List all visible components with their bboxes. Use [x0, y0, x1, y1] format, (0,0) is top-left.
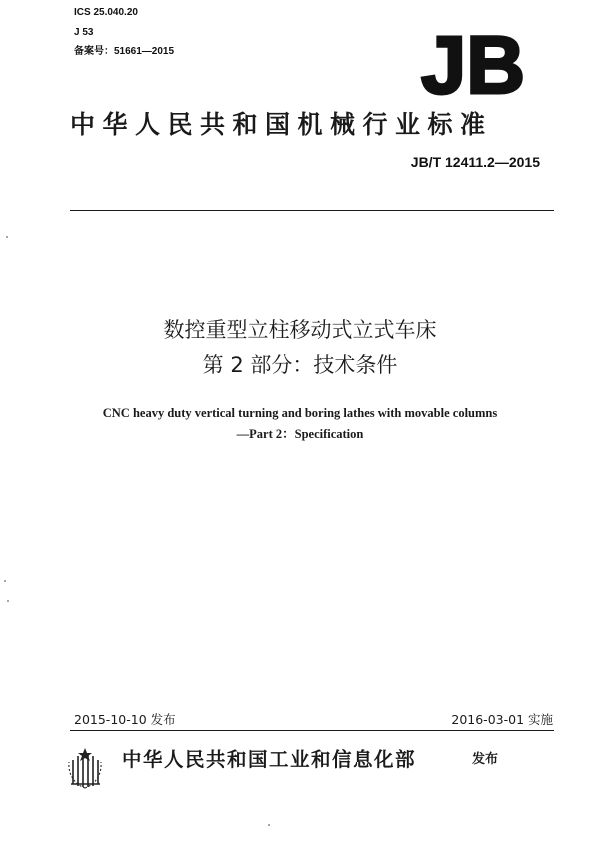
- top-divider: [70, 210, 554, 211]
- title-en-line2: —Part 2：Specification: [236, 427, 364, 441]
- ccs-code: J 53: [74, 27, 94, 38]
- implement-date: 2016-03-01 实施: [451, 712, 553, 727]
- jb-logo: [418, 27, 528, 101]
- scan-speck: [268, 824, 270, 826]
- issuing-suffix: 发布: [472, 752, 499, 767]
- issuing-ministry: 中华人民共和国工业和信息化部: [122, 748, 417, 771]
- ics-code: ICS 25.040.20: [74, 7, 138, 18]
- scan-speck: [6, 236, 8, 238]
- bottom-divider: [70, 730, 554, 731]
- jb-logo-text: JB: [421, 27, 525, 101]
- record-number: 备案号：51661—2015: [74, 46, 175, 57]
- title-en-line1: CNC heavy duty vertical turning and boring lathes with movable columns: [102, 406, 498, 420]
- publish-date: 2015-10-10 发布: [74, 712, 176, 727]
- ministry-emblem-icon: [60, 744, 110, 792]
- industry-standard-title: 中华人民共和国机械行业标准: [70, 110, 493, 139]
- title-zh-line1: 数控重型立柱移动式立式车床: [163, 318, 437, 342]
- standard-number: JB/T 12411.2—2015: [410, 154, 540, 170]
- scan-speck: [7, 600, 9, 602]
- title-zh-line2: 第 2 部分：技术条件: [202, 353, 398, 377]
- scan-speck: [4, 580, 6, 582]
